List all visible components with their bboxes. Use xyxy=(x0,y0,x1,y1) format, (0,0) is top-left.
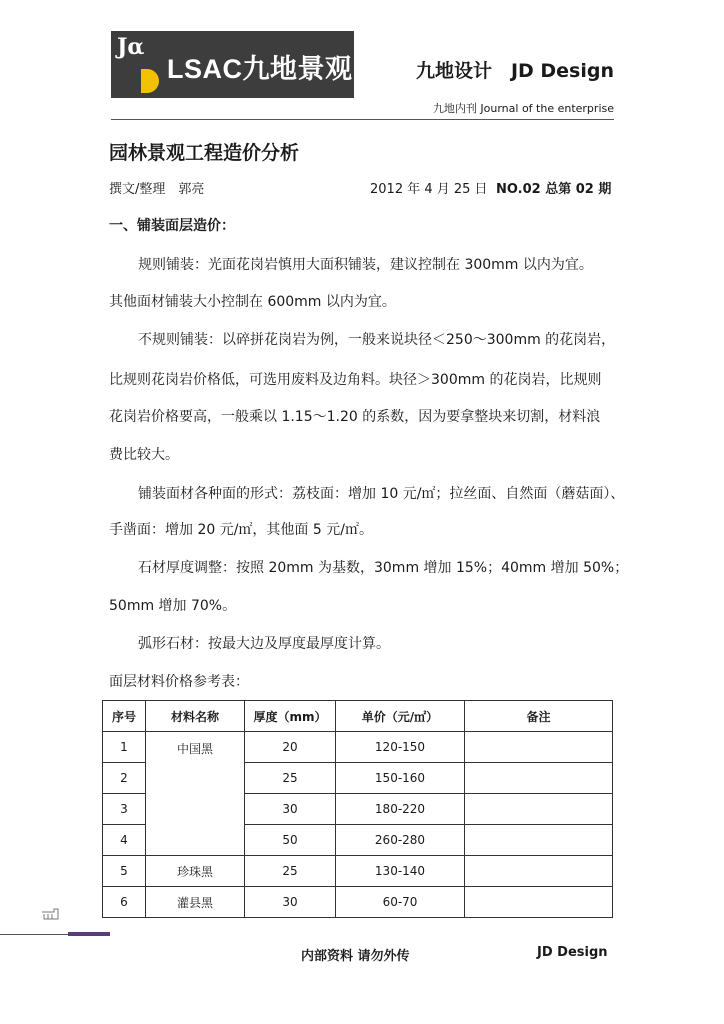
cell-name: 珍珠黑 xyxy=(146,856,245,887)
cell-thickness: 25 xyxy=(245,763,336,794)
table-row xyxy=(103,856,613,887)
col-header: 材料名称 xyxy=(146,701,245,732)
col-header: 厚度（mm） xyxy=(245,701,336,732)
footer-notice: 内部资料 请勿外传 xyxy=(301,949,410,964)
cell-no: 5 xyxy=(103,856,146,887)
table-header-row xyxy=(103,701,613,732)
article-date: 2012 年 4 月 25 日 xyxy=(370,182,488,197)
body-line: 面层材料价格参考表： xyxy=(109,674,249,690)
footer-divider-accent xyxy=(68,932,110,936)
body-line: 手凿面：增加 20 元/㎡，其他面 5 元/㎡。 xyxy=(109,522,373,538)
logo xyxy=(111,31,354,98)
header-divider xyxy=(111,119,614,120)
price-table xyxy=(102,700,613,918)
cell-thickness: 30 xyxy=(245,887,336,918)
cell-price: 180-220 xyxy=(336,794,465,825)
body-line: 50mm 增加 70%。 xyxy=(109,598,237,614)
cell-name: 灌县黑 xyxy=(146,887,245,918)
cell-thickness: 25 xyxy=(245,856,336,887)
body-line: 费比较大。 xyxy=(109,447,179,463)
pointing-hand-icon xyxy=(40,906,62,922)
cell-note xyxy=(465,887,613,918)
cell-no: 6 xyxy=(103,887,146,918)
article-author: 撰文/整理 郭亮 xyxy=(109,182,205,197)
col-header: 序号 xyxy=(103,701,146,732)
footer-divider xyxy=(0,932,110,936)
footer-divider-line xyxy=(0,934,68,935)
col-header: 备注 xyxy=(465,701,613,732)
cell-price: 260-280 xyxy=(336,825,465,856)
cell-note xyxy=(465,732,613,763)
cell-note xyxy=(465,763,613,794)
footer-brand: JD Design xyxy=(537,945,608,960)
cell-no: 4 xyxy=(103,825,146,856)
logo-d-shape xyxy=(141,69,159,93)
article-title: 园林景观工程造价分析 xyxy=(109,142,300,164)
body-line: 铺装面材各种面的形式：荔枝面：增加 10 元/㎡；拉丝面、自然面（蘑菇面）、 xyxy=(138,486,625,502)
cell-no: 2 xyxy=(103,763,146,794)
cell-price: 60-70 xyxy=(336,887,465,918)
cell-note xyxy=(465,794,613,825)
cell-price: 120-150 xyxy=(336,732,465,763)
cell-name: 中国黑 xyxy=(146,732,245,856)
body-line: 花岗岩价格要高，一般乘以 1.15～1.20 的系数，因为要拿整块来切割，材料浪 xyxy=(109,409,601,425)
table-row xyxy=(103,887,613,918)
col-header: 单价（元/㎡） xyxy=(336,701,465,732)
header-subtitle: 九地内刊 Journal of the enterprise xyxy=(432,102,614,115)
cell-thickness: 50 xyxy=(245,825,336,856)
body-line: 比规则花岗岩价格低，可选用废料及边角料。块径＞300mm 的花岗岩，比规则 xyxy=(109,372,602,388)
body-line: 规则铺装：光面花岗岩慎用大面积铺装，建议控制在 300mm 以内为宜。 xyxy=(138,257,593,273)
cell-no: 1 xyxy=(103,732,146,763)
body-line: 其他面材铺装大小控制在 600mm 以内为宜。 xyxy=(109,294,396,310)
cell-note xyxy=(465,825,613,856)
cell-thickness: 20 xyxy=(245,732,336,763)
cell-no: 3 xyxy=(103,794,146,825)
logo-mark: Jα xyxy=(117,34,145,60)
body-line: 不规则铺装：以碎拼花岗岩为例，一般来说块径＜250～300mm 的花岗岩， xyxy=(138,332,616,348)
body-line: 石材厚度调整：按照 20mm 为基数，30mm 增加 15%；40mm 增加 50%； xyxy=(138,560,629,576)
article-issue: NO.02 总第 02 期 xyxy=(496,182,612,197)
table-row xyxy=(103,732,613,763)
cell-price: 150-160 xyxy=(336,763,465,794)
header-title: 九地设计 JD Design xyxy=(415,60,614,82)
cell-note xyxy=(465,856,613,887)
section-heading: 一、铺装面层造价： xyxy=(109,218,235,234)
cell-price: 130-140 xyxy=(336,856,465,887)
body-line: 弧形石材：按最大边及厚度最厚度计算。 xyxy=(138,636,390,652)
cell-thickness: 30 xyxy=(245,794,336,825)
logo-text: LSAC九地景观 xyxy=(167,54,353,84)
